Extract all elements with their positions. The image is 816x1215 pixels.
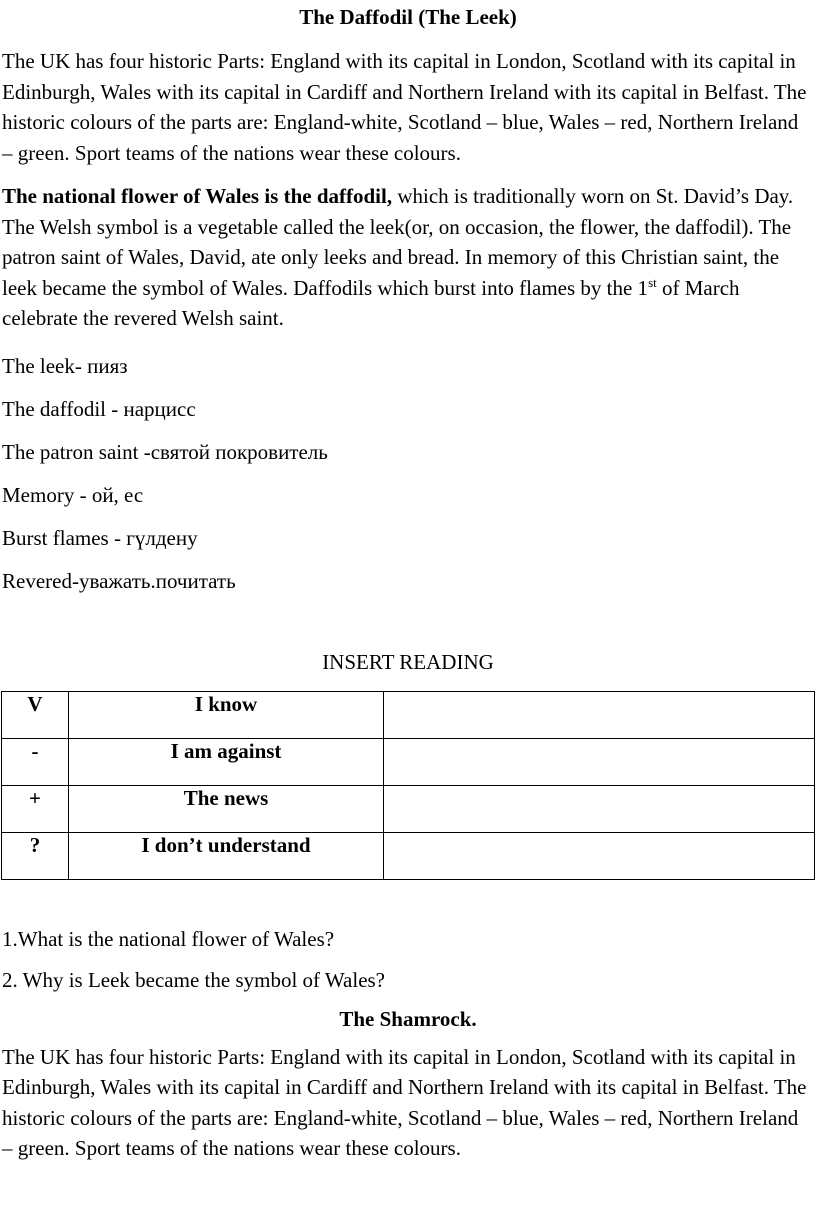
vocab-item: Memory - ой, ес bbox=[2, 482, 144, 507]
vocab-item: Revered-уважать.почитать bbox=[2, 568, 236, 593]
wales-flower-bold-text: The national flower of Wales is the daffodil, bbox=[2, 184, 393, 208]
insert-symbol: - bbox=[2, 738, 69, 785]
table-row bbox=[2, 785, 815, 832]
document-page bbox=[2, 0, 814, 1164]
table-row bbox=[2, 832, 815, 879]
table-row bbox=[2, 691, 815, 738]
insert-blank-cell bbox=[384, 738, 815, 785]
vocabulary-list bbox=[2, 345, 814, 603]
insert-blank-cell bbox=[384, 691, 815, 738]
question-1: 1.What is the national flower of Wales? bbox=[2, 926, 335, 951]
insert-reading-title: INSERT READING bbox=[322, 649, 494, 674]
daffodil-title: The Daffodil (The Leek) bbox=[299, 5, 517, 29]
insert-label: I am against bbox=[69, 738, 384, 785]
insert-symbol: + bbox=[2, 785, 69, 832]
vocab-item: The leek- пияз bbox=[2, 353, 128, 378]
wales-paragraph-text-b: of March celebrate the revered Welsh saint. bbox=[2, 275, 740, 330]
vocab-item: The daffodil - нарцисс bbox=[2, 396, 196, 421]
insert-reading-table bbox=[1, 691, 815, 880]
shamrock-title: The Shamrock. bbox=[339, 1006, 477, 1031]
insert-label: I know bbox=[69, 691, 384, 738]
daffodil-wales-paragraph bbox=[2, 181, 814, 334]
insert-label: I don’t understand bbox=[69, 832, 384, 879]
daffodil-intro-paragraph: The UK has four historic Parts: England with its capital in London, Scotland with its capital in Edinburgh, Wales with its capital in Cardiff and Northern Ireland with its capital in Belfast. The historic colours of the parts are: England-white, Scotland – blue, Wales – red, Northern Ireland – green. Sport teams of the nations wear these colours. bbox=[2, 49, 807, 165]
shamrock-intro-paragraph: The UK has four historic Parts: England with its capital in London, Scotland with its capital in Edinburgh, Wales with its capital in Cardiff and Northern Ireland with its capital in Belfast. The historic colours of the parts are: England-white, Scotland – blue, Wales – red, Northern Ireland – green. Sport teams of the nations wear these colours. bbox=[2, 1044, 807, 1160]
wales-paragraph-text-a: which is traditionally worn on St. David’s Day. The Welsh symbol is a vegetable called the leek(or, on occasion, the flower, the daffodil). The patron saint of Wales, David, ate only leeks and bread. In memory of this Christian saint, the leek became the symbol of Wales. Daffodils which burst into flames by the 1 bbox=[2, 184, 794, 300]
insert-blank-cell bbox=[384, 832, 815, 879]
insert-symbol: ? bbox=[2, 832, 69, 879]
table-row bbox=[2, 738, 815, 785]
vocab-item: Burst flames - гүлдену bbox=[2, 525, 198, 550]
insert-label: The news bbox=[69, 785, 384, 832]
question-2: 2. Why is Leek became the symbol of Wales? bbox=[2, 967, 386, 992]
vocab-item: The patron saint -святой покровитель bbox=[2, 439, 328, 464]
ordinal-superscript: st bbox=[648, 274, 657, 290]
insert-symbol: V bbox=[2, 691, 69, 738]
insert-blank-cell bbox=[384, 785, 815, 832]
